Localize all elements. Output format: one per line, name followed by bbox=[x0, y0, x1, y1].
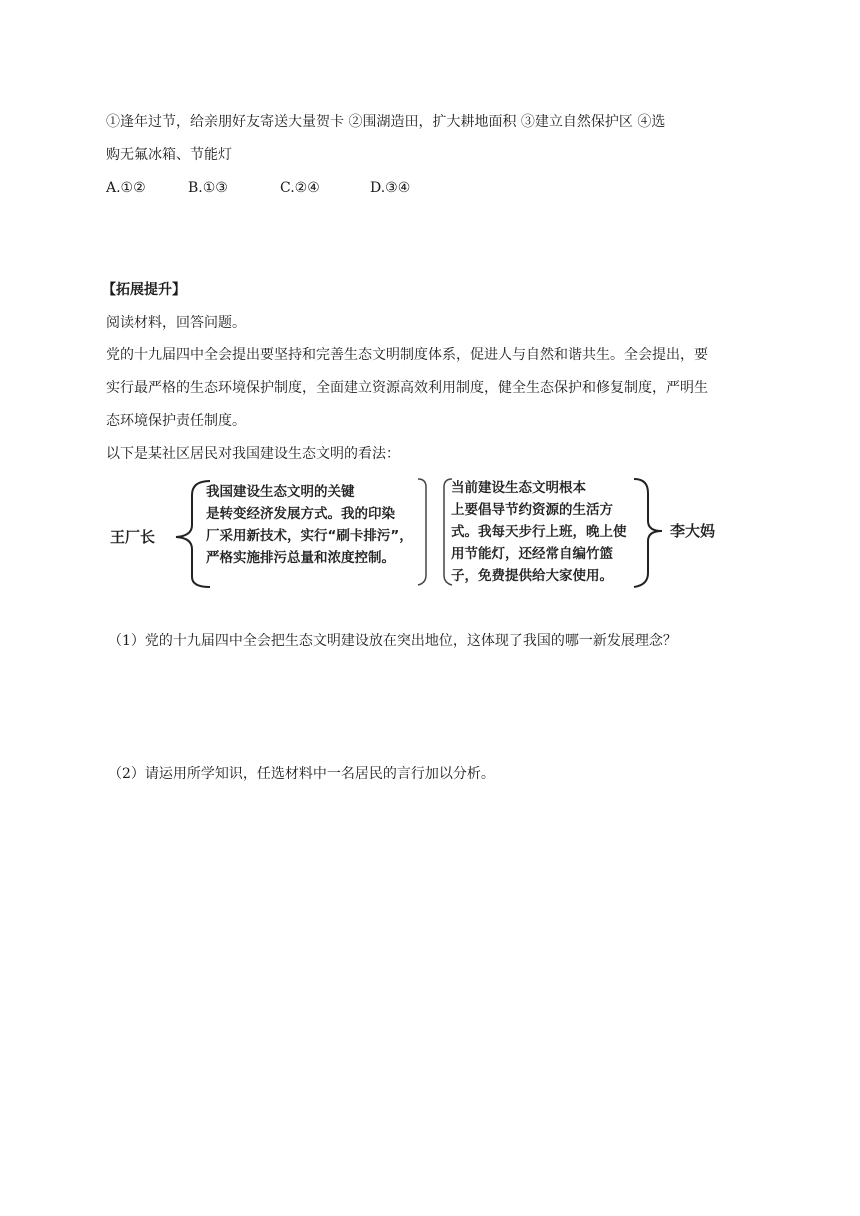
section-title: 【拓展提升】 bbox=[102, 282, 186, 298]
li-opinion-line2: 上要倡导节约资源的生活方 bbox=[451, 502, 613, 518]
opinions-figure bbox=[106, 473, 726, 591]
option-b: B.①③ bbox=[188, 180, 228, 196]
speaker-li: 李大妈 bbox=[670, 522, 716, 540]
li-opinion-line3: 式。我每天步行上班，晚上使 bbox=[451, 524, 627, 540]
question-1: （1）党的十九届四中全会把生态文明建设放在突出地位，这体现了我国的哪一新发展理念？ bbox=[108, 633, 677, 649]
wang-opinion-line4: 严格实施排污总量和浓度控制。 bbox=[206, 550, 395, 566]
question-choices-line2: 购无氟冰箱、节能灯 bbox=[106, 147, 232, 163]
li-opinion-line4: 用节能灯，还经常自编竹篮 bbox=[451, 546, 613, 562]
figure-intro: 以下是某社区居民对我国建设生态文明的看法： bbox=[106, 446, 400, 462]
wang-opinion-line2: 是转变经济发展方式。我的印染 bbox=[206, 506, 395, 522]
figure-braces bbox=[106, 473, 726, 591]
material-line1: 党的十九届四中全会提出要坚持和完善生态文明制度体系，促进人与自然和谐共生。全会提出，要 bbox=[106, 347, 708, 363]
speaker-wang: 王厂长 bbox=[110, 528, 156, 546]
option-d: D.③④ bbox=[370, 180, 411, 196]
wang-opinion-line3: 厂采用新技术，实行“刷卡排污”， bbox=[206, 528, 413, 544]
question-choices-line1: ①逢年过节，给亲朋好友寄送大量贺卡 ②围湖造田，扩大耕地面积 ③建立自然保护区 ④选 bbox=[106, 114, 666, 130]
li-opinion-line1: 当前建设生态文明根本 bbox=[451, 480, 586, 496]
li-opinion-line5: 子，免费提供给大家使用。 bbox=[451, 568, 613, 584]
option-a: A.①② bbox=[106, 180, 146, 196]
wang-opinion-line1: 我国建设生态文明的关键 bbox=[206, 484, 355, 500]
material-line3: 态环境保护责任制度。 bbox=[106, 413, 246, 429]
option-c: C.②④ bbox=[280, 180, 320, 196]
question-2: （2）请运用所学知识，任选材料中一名居民的言行加以分析。 bbox=[108, 766, 495, 782]
material-line2: 实行最严格的生态环境保护制度，全面建立资源高效利用制度，健全生态保护和修复制度，严明生 bbox=[106, 380, 708, 396]
instruction: 阅读材料，回答问题。 bbox=[106, 315, 246, 331]
